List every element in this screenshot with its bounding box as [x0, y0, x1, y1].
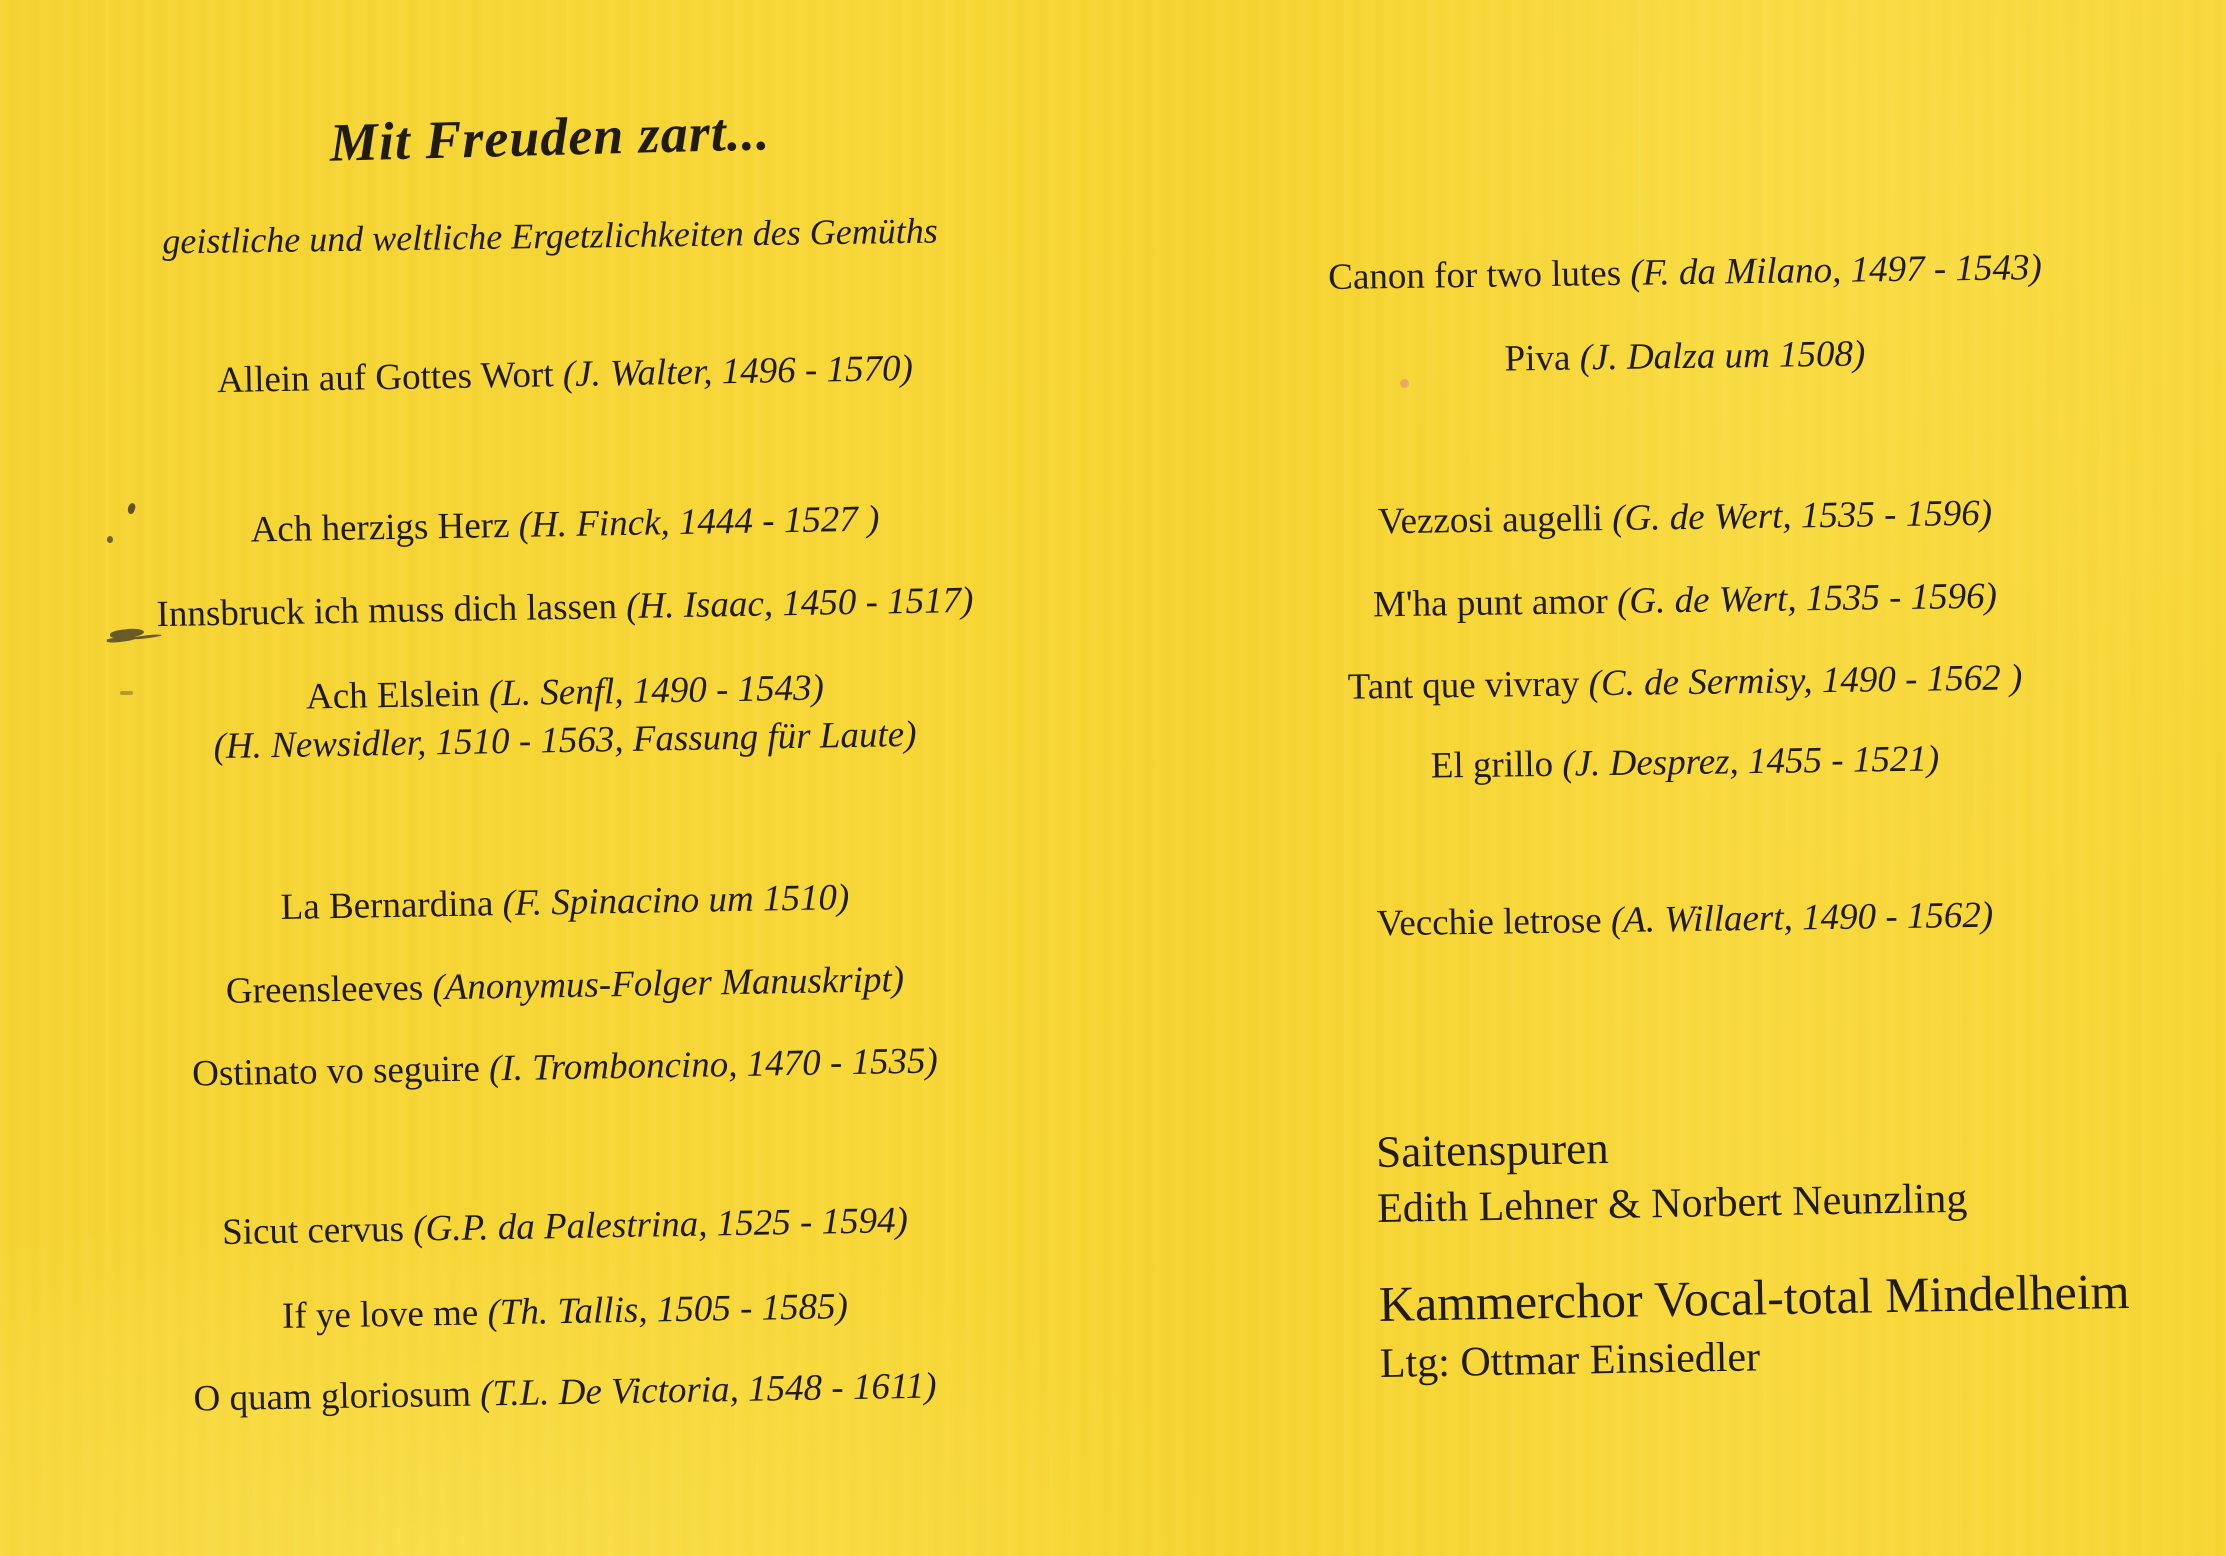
composer-credit: (J. Dalza um 1508): [1579, 333, 1866, 379]
scan-speckle: [107, 536, 113, 543]
page-subtitle: geistliche und weltliche Ergetzlichkeiten des Gemüths: [162, 210, 938, 262]
composer-credit: (F. Spinacino um 1510): [502, 877, 850, 925]
program-item: [1215, 890, 2156, 949]
scan-speckle: [1400, 379, 1409, 388]
work-title: Ach Elslein: [305, 673, 490, 718]
work-title: La Bernardina: [280, 883, 503, 928]
program-item: [1215, 571, 2156, 630]
program-item: [1215, 243, 2156, 302]
program-item: [95, 1281, 1036, 1344]
page-title: Mit Freuden zart...: [328, 101, 771, 173]
program-item: [1215, 653, 2156, 712]
program-item: [95, 1362, 1036, 1425]
composer-credit: (A. Willaert, 1490 - 1562): [1610, 894, 1994, 942]
work-title: Ostinato vo seguire: [191, 1048, 490, 1095]
composer-credit: (T.L. De Victoria, 1548 - 1611): [479, 1365, 937, 1415]
composer-credit: (I. Tromboncino, 1470 - 1535): [488, 1040, 939, 1090]
program-item: [95, 1196, 1036, 1259]
program-item: [1215, 327, 2156, 386]
composer-credit: (Anonymus-Folger Manuskript): [432, 959, 905, 1009]
work-title: Allein auf Gottes Wort: [216, 354, 564, 402]
scan-speckle: [120, 691, 133, 695]
composer-credit: (G. de Wert, 1535 - 1596): [1611, 492, 1993, 540]
work-title: Vecchie letrose: [1376, 900, 1612, 945]
work-title: Piva: [1504, 337, 1580, 380]
composer-credit: (H. Finck, 1444 - 1527 ): [518, 498, 880, 546]
composer-credit: (H. Isaac, 1450 - 1517): [625, 579, 974, 627]
composer-credit: (G.P. da Palestrina, 1525 - 1594): [412, 1200, 909, 1250]
program-item: [95, 1037, 1036, 1100]
composer-credit: (J. Walter, 1496 - 1570): [562, 347, 914, 396]
program-item: [95, 872, 1036, 935]
composer-credit: (L. Senfl, 1490 - 1543): [488, 667, 825, 715]
work-title: Innsbruck ich muss dich lassen: [156, 585, 627, 636]
ensemble-members: Edith Lehner & Norbert Neunzling: [1376, 1175, 1968, 1233]
composer-credit: (C. de Sermisy, 1490 - 1562 ): [1588, 657, 2023, 705]
work-title: Ach herzigs Herz: [250, 504, 520, 551]
work-title: If ye love me: [281, 1292, 488, 1337]
work-title: Greensleeves: [225, 967, 433, 1012]
work-title: Tant que vivray: [1347, 663, 1589, 708]
program-item: [95, 955, 1036, 1018]
program-item: [95, 577, 1036, 640]
choir-name: Kammerchor Vocal-total Mindelheim: [1378, 1262, 2130, 1332]
choir-director: Ltg: Ottmar Einsiedler: [1379, 1333, 1761, 1387]
program-item: [95, 344, 1036, 407]
work-title: Sicut cervus: [221, 1208, 414, 1253]
work-title: El grillo: [1430, 743, 1563, 787]
program-item: [1215, 733, 2156, 792]
credits-block: [1376, 1112, 2180, 1389]
composer-credit: (H. Newsidler, 1510 - 1563, Fassung für Laute): [213, 713, 917, 768]
program-item: [95, 494, 1036, 557]
work-title: Vezzosi augelli: [1377, 498, 1613, 543]
composer-credit: (Th. Tallis, 1505 - 1585): [487, 1286, 849, 1334]
work-title: Canon for two lutes: [1327, 252, 1631, 298]
work-title: M'ha punt amor: [1372, 580, 1618, 626]
composer-credit: (G. de Wert, 1535 - 1596): [1616, 575, 1998, 622]
program-item: [1215, 488, 2156, 547]
work-title: O quam gloriosum: [193, 1373, 481, 1420]
composer-credit: (F. da Milano, 1497 - 1543): [1630, 247, 2043, 294]
ensemble-name: Saitenspuren: [1375, 1122, 1610, 1178]
composer-credit: (J. Desprez, 1455 - 1521): [1562, 738, 1940, 785]
